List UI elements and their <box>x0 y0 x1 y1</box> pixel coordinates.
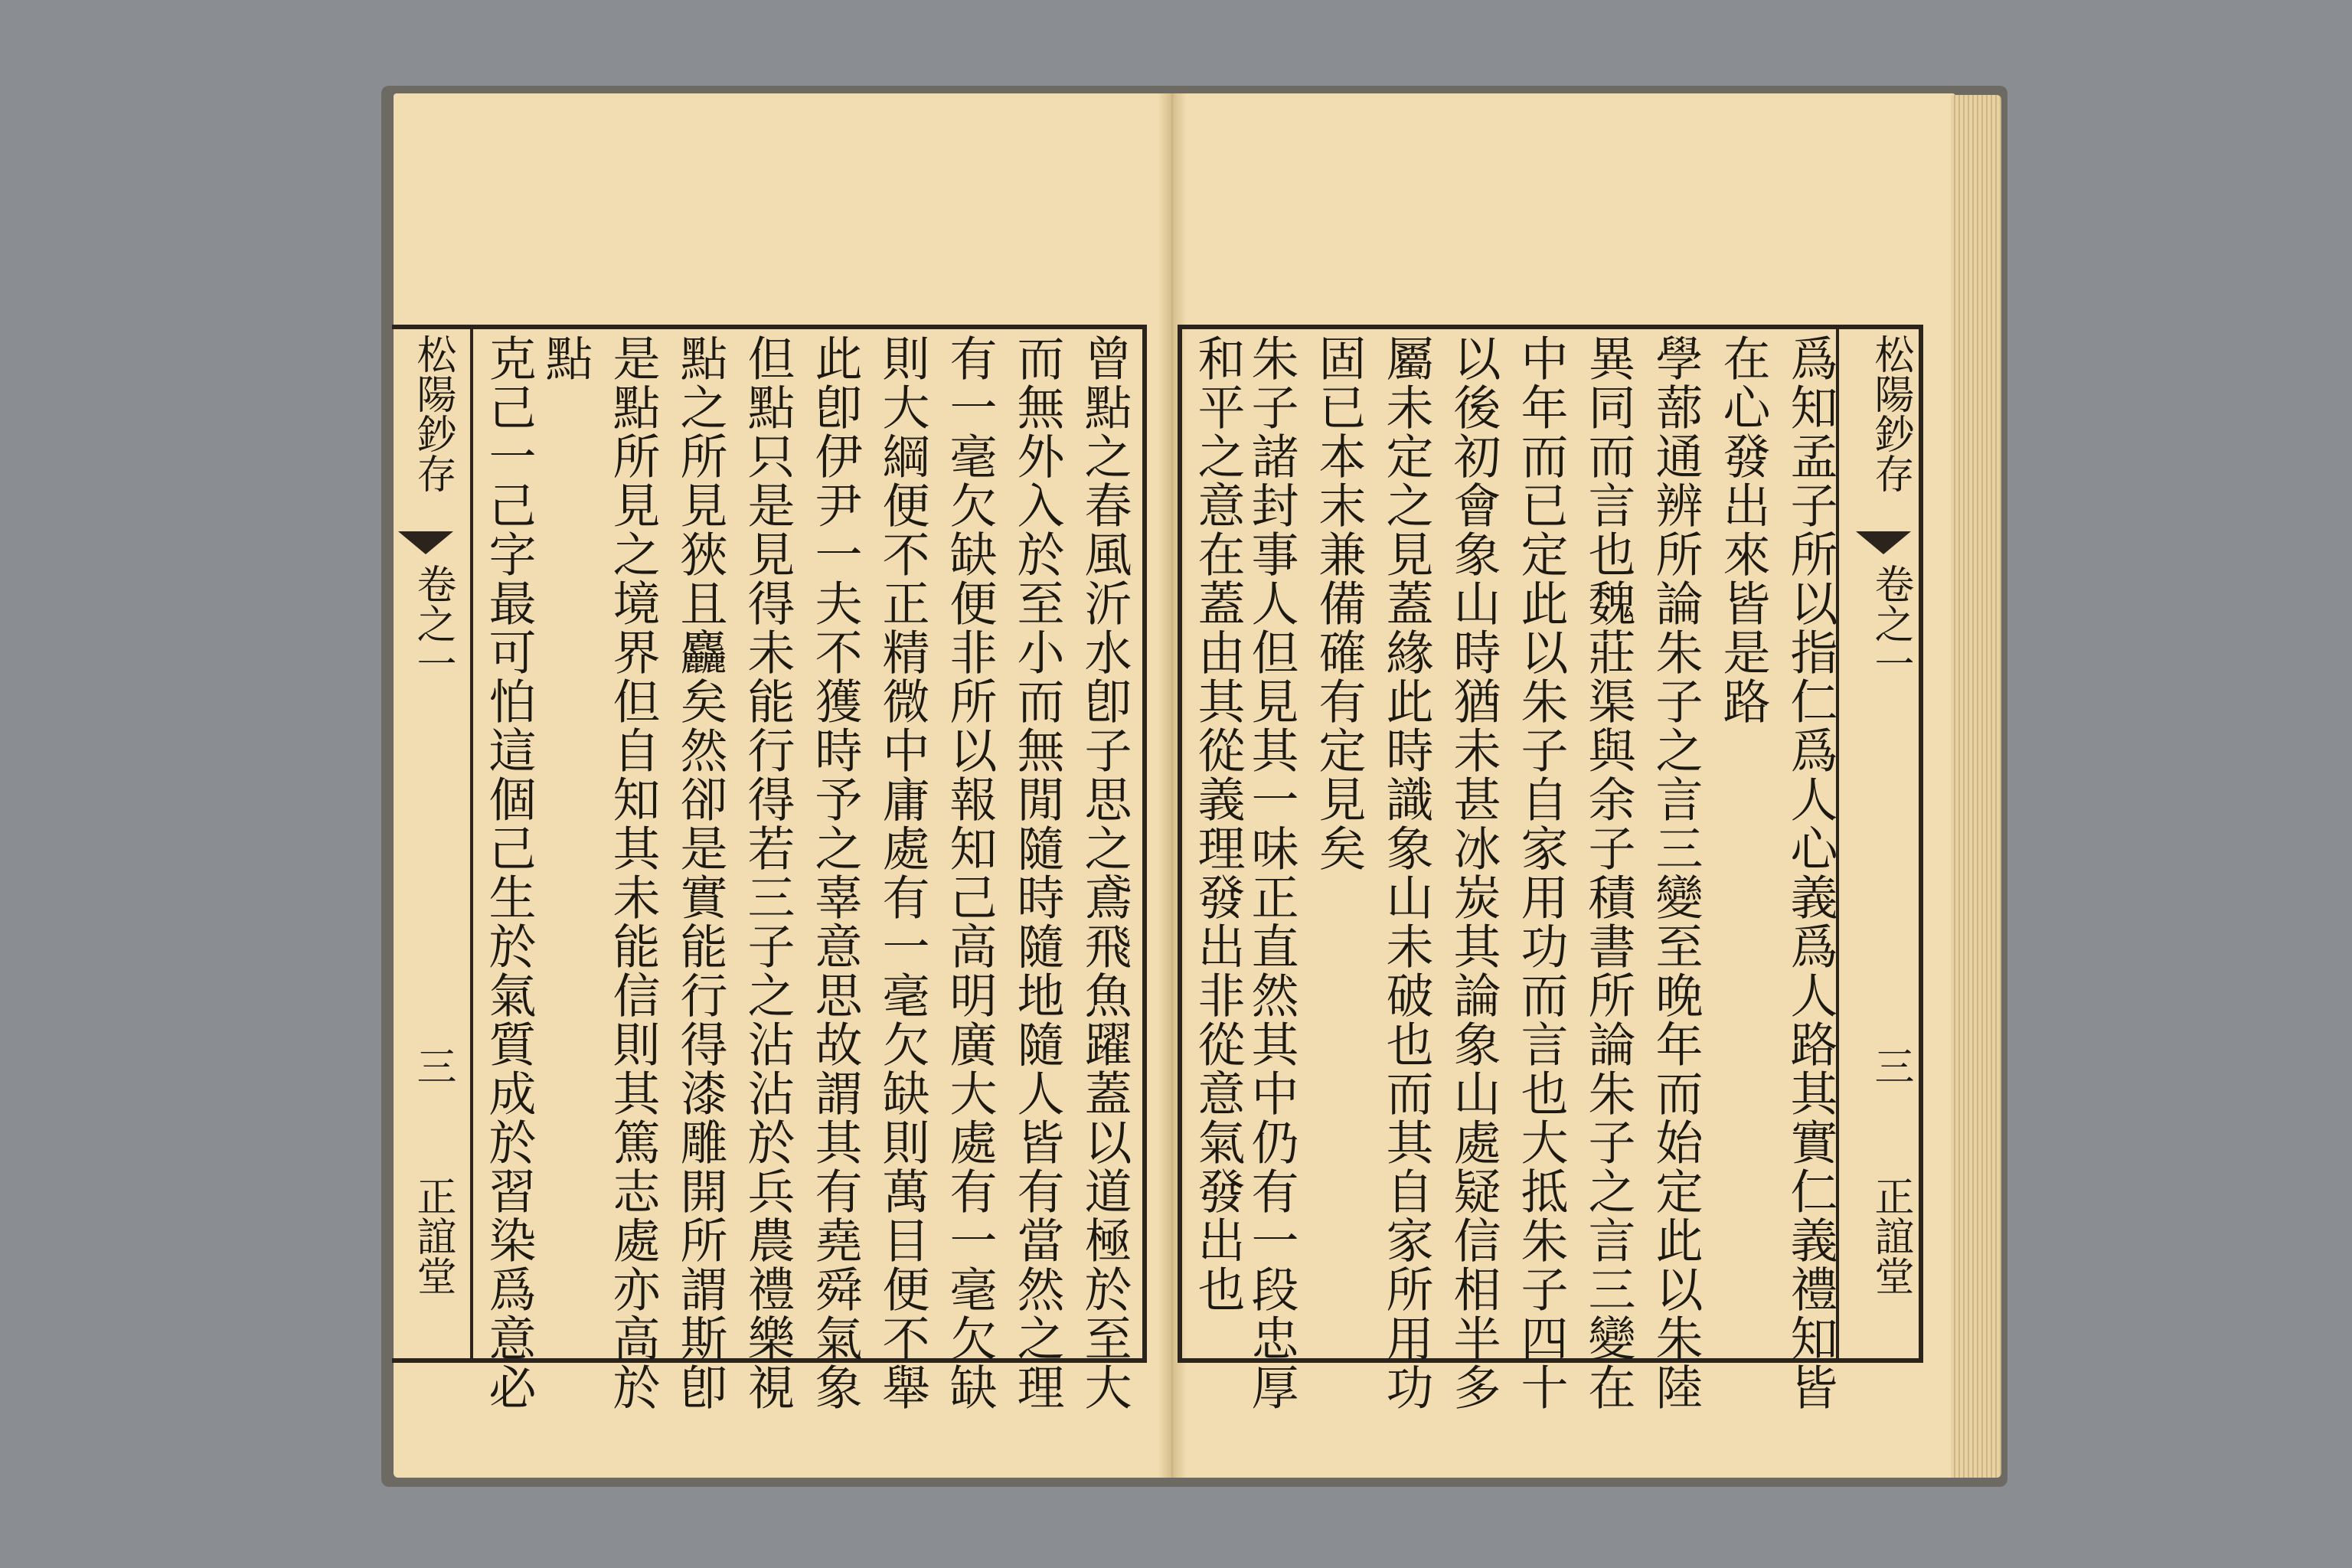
text-column: 中年而已定此以朱子自家用功而言也大抵朱子四十 <box>1513 334 1569 1412</box>
text-column: 但點只是見得未能行得若三子之沾沾於兵農禮樂視 <box>740 334 795 1412</box>
text-column: 學蔀通辨所論朱子之言三變至晚年而始定此以朱陸 <box>1648 334 1704 1412</box>
text-column: 點之所見狹且麤矣然卻是實能行得漆雕開所謂斯卽 <box>672 334 728 1412</box>
text-column: 而無外入於至小而無閒隨時隨地隨人皆有當然之理 <box>1009 334 1065 1412</box>
margin-volume: 卷之一 <box>1867 564 1913 683</box>
text-column: 是點所見之境界但自知其未能信則其篤志處亦高於 <box>605 334 661 1412</box>
margin-page-number: 三 <box>1867 1046 1913 1086</box>
text-column: 異同而言也魏莊渠與余子積書所論朱子之言三變在 <box>1580 334 1636 1412</box>
margin-volume: 卷之一 <box>410 564 456 683</box>
text-column: 此卽伊尹一夫不獲時予之辜意思故謂其有堯舜氣象 <box>807 334 863 1412</box>
fish-tail-ornament <box>1856 531 1911 554</box>
fish-tail-ornament <box>398 531 453 554</box>
text-column: 固已本末兼備確有定見矣 <box>1311 334 1367 873</box>
text-column: 點 <box>537 334 593 383</box>
margin-hall: 正誼堂 <box>410 1176 456 1295</box>
margin-hall: 正誼堂 <box>1867 1176 1913 1295</box>
text-column: 則大綱便不正精微中庸處有一毫欠缺則萬目便不舉 <box>874 334 930 1412</box>
text-column: 以後初會象山時猶未甚冰炭其論象山處疑信相半多 <box>1446 334 1501 1412</box>
text-column: 克己一己字最可怕這個己生於氣質成於習染爲意必 <box>481 334 537 1412</box>
text-column: 有一毫欠缺便非所以報知己高明廣大處有一毫欠缺 <box>942 334 998 1412</box>
margin-page-number: 三 <box>410 1046 456 1086</box>
right-page-margin-column <box>1856 334 1913 1344</box>
text-column: 屬未定之見蓋緣此時識象山未破也而其自家所用功 <box>1378 334 1434 1412</box>
page-edges <box>1951 95 2001 1478</box>
margin-title: 松陽鈔存 <box>410 334 456 493</box>
text-column: 爲知孟子所以指仁爲人心義爲人路其實仁義禮知皆 <box>1782 334 1838 1412</box>
left-page-margin-column <box>398 334 456 1344</box>
margin-title: 松陽鈔存 <box>1867 334 1913 493</box>
text-column: 朱子諸封事人但見其一味正直然其中仍有一段忠厚 <box>1243 334 1299 1412</box>
text-column: 曾點之春風沂水卽子思之鳶飛魚躍蓋以道極於至大 <box>1076 334 1132 1412</box>
text-column: 在心發出來皆是路 <box>1715 334 1771 726</box>
text-column: 和平之意在蓋由其從義理發出非從意氣發出也 <box>1190 334 1246 1314</box>
